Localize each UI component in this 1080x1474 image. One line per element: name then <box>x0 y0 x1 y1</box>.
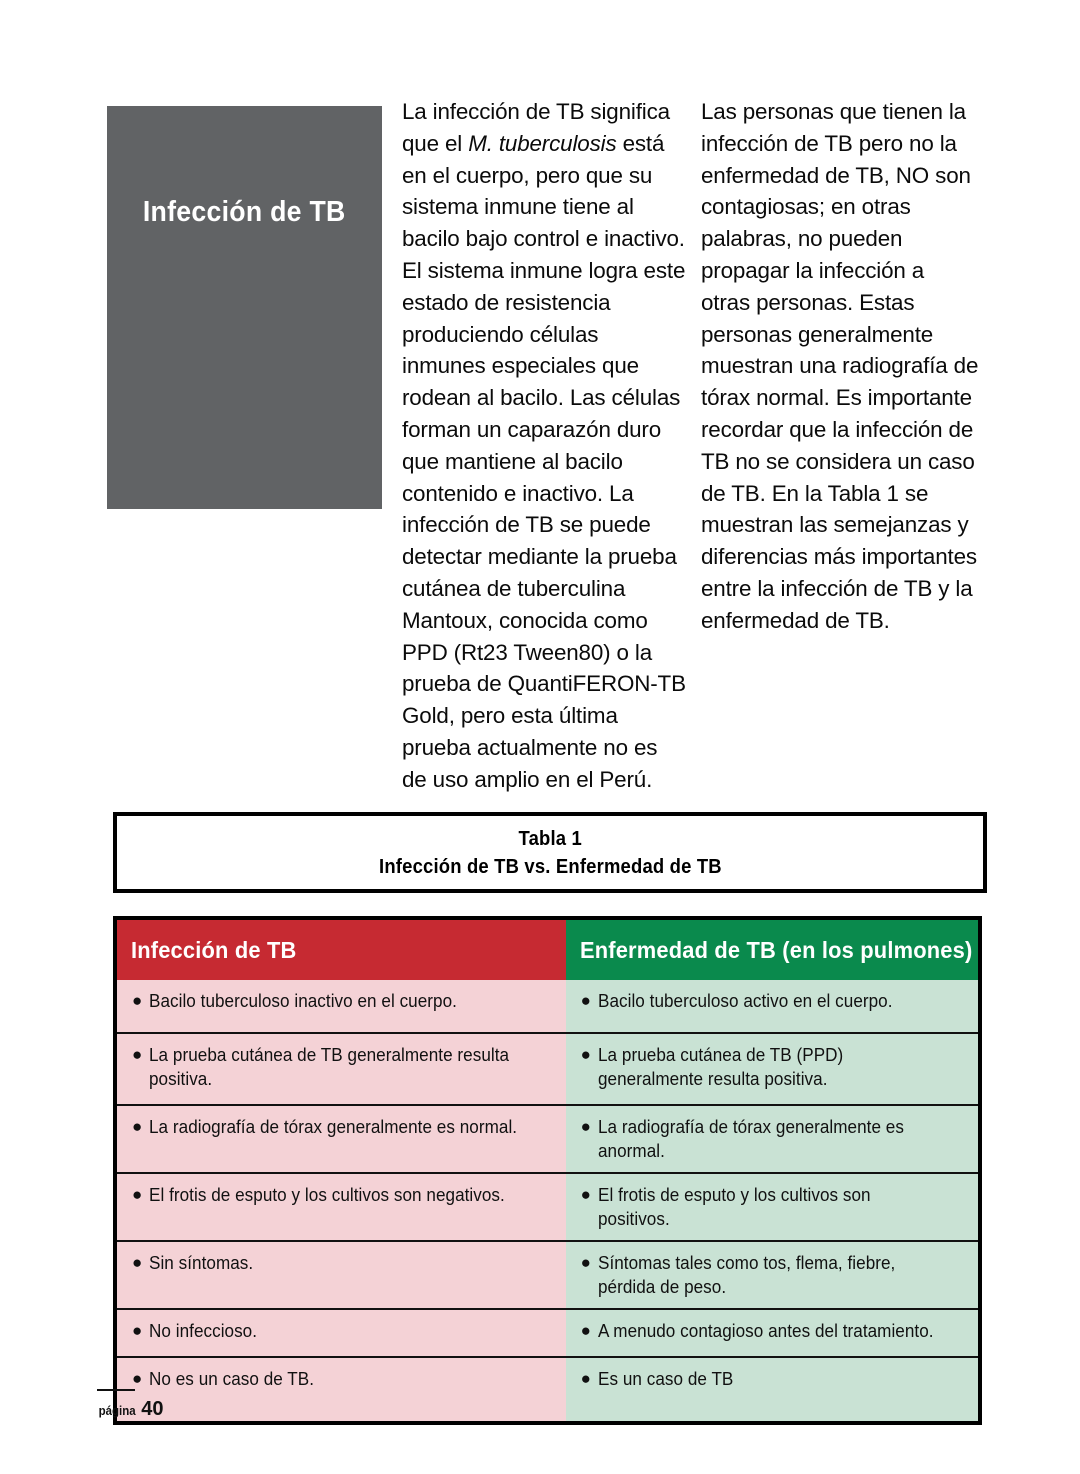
bullet-icon: ● <box>580 991 591 1010</box>
bullet-icon: ● <box>132 1369 143 1388</box>
bullet-icon: ● <box>580 1253 591 1272</box>
table-cell-right-text: A menudo contagioso antes del tratamiento. <box>597 1321 934 1341</box>
table-cell-right <box>566 1357 978 1421</box>
table-row <box>117 1105 978 1173</box>
section-heading-title: Infección de TB <box>143 196 346 228</box>
table-title-box <box>113 812 987 893</box>
table-cell-left-text: No infeccioso. <box>149 1321 258 1341</box>
table-header-enfermedad <box>566 920 978 980</box>
table-cell-left-text: Bacilo tuberculoso inactivo en el cuerpo. <box>149 991 458 1011</box>
table-cell-right <box>566 1033 978 1105</box>
table-header-infeccion-label: Infección de TB <box>130 936 297 963</box>
article-column-2 <box>701 96 979 637</box>
table-cell-right-text: Síntomas tales como tos, flema, fiebre, pérdida de peso. <box>597 1253 896 1297</box>
footer-divider <box>97 1389 135 1391</box>
article-column-1 <box>402 96 687 796</box>
table-title-line-2: Infección de TB vs. Enfermedad de TB <box>378 854 722 878</box>
table-row <box>117 1309 978 1357</box>
bullet-icon: ● <box>580 1045 591 1064</box>
table-header-infeccion <box>117 920 566 980</box>
table-cell-right <box>566 980 978 1033</box>
comparison-table <box>113 916 982 1425</box>
table-cell-left-text: El frotis de esputo y los cultivos son negativos. <box>149 1185 506 1205</box>
article-column-1-paragraph <box>402 96 687 796</box>
table-cell-left-text: La radiografía de tórax generalmente es normal. <box>149 1117 518 1137</box>
article-top-section <box>107 96 987 792</box>
bullet-icon: ● <box>132 1045 143 1064</box>
bullet-icon: ● <box>132 1185 143 1204</box>
table-cell-left-text: La prueba cutánea de TB generalmente resulta positiva. <box>149 1045 510 1089</box>
footer-label: página <box>98 1404 136 1418</box>
section-heading-panel <box>107 106 382 509</box>
table-cell-left <box>117 1033 566 1105</box>
table-header-enfermedad-label: Enfermedad de TB (en los pulmones) <box>579 936 973 963</box>
article-col1-part-a: La infección de TB significa que el <box>402 99 670 156</box>
table-row <box>117 1173 978 1241</box>
table-cell-right <box>566 1105 978 1173</box>
table-body <box>117 980 978 1421</box>
bullet-icon: ● <box>132 1253 143 1272</box>
table-row <box>117 980 978 1033</box>
bullet-icon: ● <box>580 1321 591 1340</box>
table-title-line-1: Tabla 1 <box>518 826 582 850</box>
table-cell-right-text: Bacilo tuberculoso activo en el cuerpo. <box>597 991 893 1011</box>
table-cell-right-text: Es un caso de TB <box>597 1369 734 1389</box>
table-row <box>117 1033 978 1105</box>
table-cell-right <box>566 1241 978 1309</box>
bullet-icon: ● <box>132 1321 143 1340</box>
bullet-icon: ● <box>580 1117 591 1136</box>
footer-page-number: 40 <box>141 1398 164 1420</box>
comparison-table-wrapper <box>113 812 987 1425</box>
table-cell-left <box>117 1241 566 1309</box>
table-cell-right-text: La prueba cutánea de TB (PPD) generalmente resulta positiva. <box>597 1045 844 1089</box>
table-row <box>117 1241 978 1309</box>
table-cell-left-text: No es un caso de TB. <box>149 1369 315 1389</box>
table-cell-left <box>117 1309 566 1357</box>
bullet-icon: ● <box>580 1369 591 1388</box>
table-row <box>117 1357 978 1421</box>
table-cell-left-text: Sin síntomas. <box>149 1253 254 1273</box>
bullet-icon: ● <box>132 1117 143 1136</box>
table-cell-right <box>566 1309 978 1357</box>
table-cell-right <box>566 1173 978 1241</box>
table-cell-left <box>117 1105 566 1173</box>
article-column-2-paragraph: Las personas que tienen la infección de TB pero no la enfermedad de TB, NO son contagiosas; en otras palabras, no pueden propagar la infección a otras personas. Estas personas generalmente muestran una radiografía de tórax normal. Es importante recordar que la infección de TB no se considera un caso de TB. En la Tabla 1 se muestran las semejanzas y diferencias más importantes entre la infección de TB y la enfermedad de TB. <box>701 99 979 633</box>
article-col1-italic-species: M. tuberculosis <box>468 130 617 156</box>
table-cell-right-text: La radiografía de tórax generalmente es anormal. <box>597 1117 904 1161</box>
article-col1-part-b: está en el cuerpo, pero que su sistema inmune tiene al bacilo bajo control e inactivo. El sistema inmune logra este estado de resistencia produciendo células inmunes especiales que rodean al bacilo. Las células forman un caparazón duro que mantiene al bacilo contenido e inactivo. La infección de TB se puede detectar mediante la prueba cutánea de tuberculina Mantoux, conocida como PPD (Rt23 Tween80) o la prueba de QuantiFERON-TB Gold, pero esta última prueba actualmente no es de uso amplio en el Perú. <box>402 130 686 792</box>
bullet-icon: ● <box>580 1185 591 1204</box>
table-cell-left <box>117 1173 566 1241</box>
table-cell-left <box>117 1357 566 1421</box>
table-header-row <box>117 920 978 980</box>
table-cell-left <box>117 980 566 1033</box>
bullet-icon: ● <box>132 991 143 1010</box>
page-footer <box>97 1398 164 1421</box>
table-cell-right-text: El frotis de esputo y los cultivos son positivos. <box>597 1185 871 1229</box>
